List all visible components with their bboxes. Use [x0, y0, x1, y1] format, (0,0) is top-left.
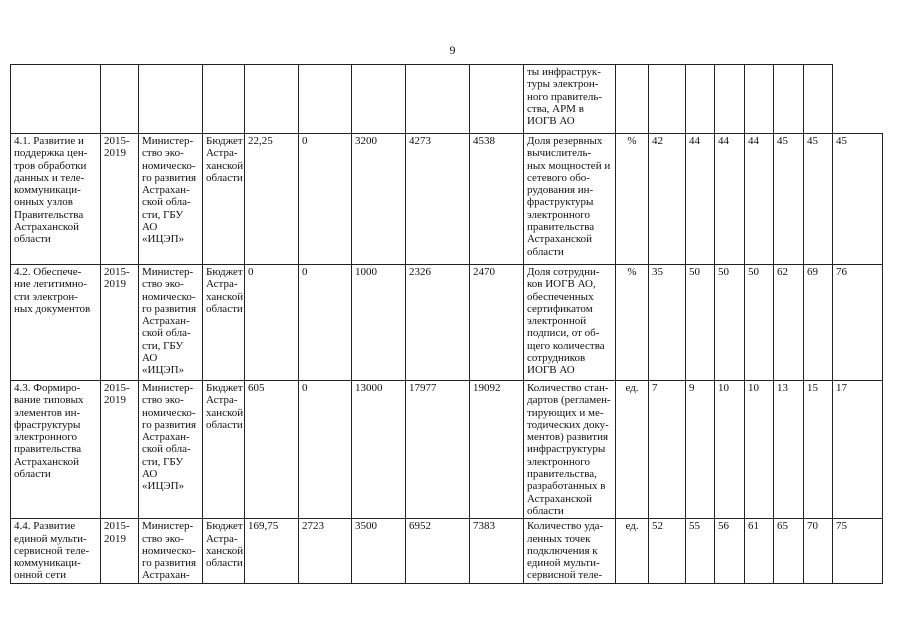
funding-value-cell: 4538: [470, 134, 524, 265]
funding-source-cell: Бюджет Астра- ханской области: [203, 134, 245, 265]
year-value-cell: 45: [804, 134, 833, 265]
funding-value-cell: 1000: [352, 265, 406, 381]
period-cell: 2015- 2019: [101, 519, 139, 584]
indicator-cell: ты инфраструк- туры электрон- ного правитель- ства, АРМ в ИОГВ АО: [524, 65, 616, 134]
year-value-cell: 45: [774, 134, 804, 265]
year-value-cell: 76: [833, 265, 883, 381]
year-value-cell: 50: [715, 265, 745, 381]
unit-cell: ед.: [616, 381, 649, 519]
indicator-cell: Количество стан- дартов (регламен- тирующих и ме- тодических доку- ментов) развития инфраструктуры электронного правительства, разработанных в Астраханской области: [524, 381, 616, 519]
year-value-cell: 55: [686, 519, 715, 584]
funding-value-cell: 0: [245, 265, 299, 381]
funding-value-cell: 7383: [470, 519, 524, 584]
funding-value-cell: 2723: [299, 519, 352, 584]
funding-value-cell: 19092: [470, 381, 524, 519]
year-value-cell: 70: [804, 519, 833, 584]
unit-cell: %: [616, 265, 649, 381]
funding-value-cell: 13000: [352, 381, 406, 519]
year-value-cell: 44: [686, 134, 715, 265]
funding-source-cell: Бюджет Астра- ханской области: [203, 381, 245, 519]
measure-name-cell: 4.4. Развитие единой мульти- сервисной теле- коммуникаци- онной сети: [11, 519, 101, 584]
funding-value-cell: 3200: [352, 134, 406, 265]
year-value-cell: 45: [833, 134, 883, 265]
year-value-cell: 15: [804, 381, 833, 519]
funding-value-cell: 605: [245, 381, 299, 519]
program-table: [10, 64, 883, 584]
year-value-cell: 44: [715, 134, 745, 265]
funding-value-cell: 6952: [406, 519, 470, 584]
indicator-cell: Количество уда- ленных точек подключения к единой мульти- сервисной теле-: [524, 519, 616, 584]
funding-value-cell: 169,75: [245, 519, 299, 584]
funding-value-cell: 0: [299, 265, 352, 381]
measure-name-cell: 4.3. Формиро- вание типовых элементов ин- фраструктуры электронного правительства Астраханской области: [11, 381, 101, 519]
year-value-cell: 50: [745, 265, 774, 381]
funding-value-cell: 17977: [406, 381, 470, 519]
measure-name-cell: 4.2. Обеспече- ние легитимно- сти электрон- ных документов: [11, 265, 101, 381]
year-value-cell: 75: [833, 519, 883, 584]
period-cell: 2015- 2019: [101, 381, 139, 519]
funding-value-cell: 4273: [406, 134, 470, 265]
year-value-cell: 62: [774, 265, 804, 381]
unit-cell: %: [616, 134, 649, 265]
period-cell: 2015- 2019: [101, 265, 139, 381]
page-number: 9: [449, 43, 456, 57]
indicator-cell: Доля сотрудни- ков ИОГВ АО, обеспеченных сертификатом электронной подписи, от об- щего количества сотрудников ИОГВ АО: [524, 265, 616, 381]
funding-value-cell: 3500: [352, 519, 406, 584]
year-value-cell: 7: [649, 381, 686, 519]
executor-cell: Министер- ство эко- номическо- го развития Астрахан- ской обла- сти, ГБУ АО «ИЦЭП»: [139, 134, 203, 265]
year-value-cell: 17: [833, 381, 883, 519]
year-value-cell: 56: [715, 519, 745, 584]
year-value-cell: 65: [774, 519, 804, 584]
year-value-cell: 35: [649, 265, 686, 381]
executor-cell: Министер- ство эко- номическо- го развития Астрахан-: [139, 519, 203, 584]
funding-source-cell: Бюджет Астра- ханской области: [203, 519, 245, 584]
year-value-cell: 42: [649, 134, 686, 265]
year-value-cell: 13: [774, 381, 804, 519]
year-value-cell: 61: [745, 519, 774, 584]
unit-cell: ед.: [616, 519, 649, 584]
year-value-cell: 50: [686, 265, 715, 381]
year-value-cell: 44: [745, 134, 774, 265]
table-row: [11, 381, 883, 519]
funding-value-cell: 22,25: [245, 134, 299, 265]
funding-value-cell: 2326: [406, 265, 470, 381]
funding-value-cell: 2470: [470, 265, 524, 381]
executor-cell: Министер- ство эко- номическо- го развития Астрахан- ской обла- сти, ГБУ АО «ИЦЭП»: [139, 381, 203, 519]
year-value-cell: 10: [715, 381, 745, 519]
executor-cell: Министер- ство эко- номическо- го развития Астрахан- ской обла- сти, ГБУ АО «ИЦЭП»: [139, 265, 203, 381]
indicator-cell: Доля резервных вычислитель- ных мощностей и сетевого обо- рудования ин- фраструктуры электронного правительства Астраханской области: [524, 134, 616, 265]
year-value-cell: 69: [804, 265, 833, 381]
table-row: [11, 265, 883, 381]
period-cell: 2015- 2019: [101, 134, 139, 265]
funding-value-cell: 0: [299, 134, 352, 265]
table-row: [11, 519, 883, 584]
funding-value-cell: 0: [299, 381, 352, 519]
measure-name-cell: 4.1. Развитие и поддержка цен- тров обработки данных и теле- коммуникаци- онных узлов Правительства Астраханской области: [11, 134, 101, 265]
funding-source-cell: Бюджет Астра- ханской области: [203, 265, 245, 381]
table-row: [11, 134, 883, 265]
year-value-cell: 9: [686, 381, 715, 519]
year-value-cell: 10: [745, 381, 774, 519]
table-row-continuation: [11, 65, 883, 134]
year-value-cell: 52: [649, 519, 686, 584]
